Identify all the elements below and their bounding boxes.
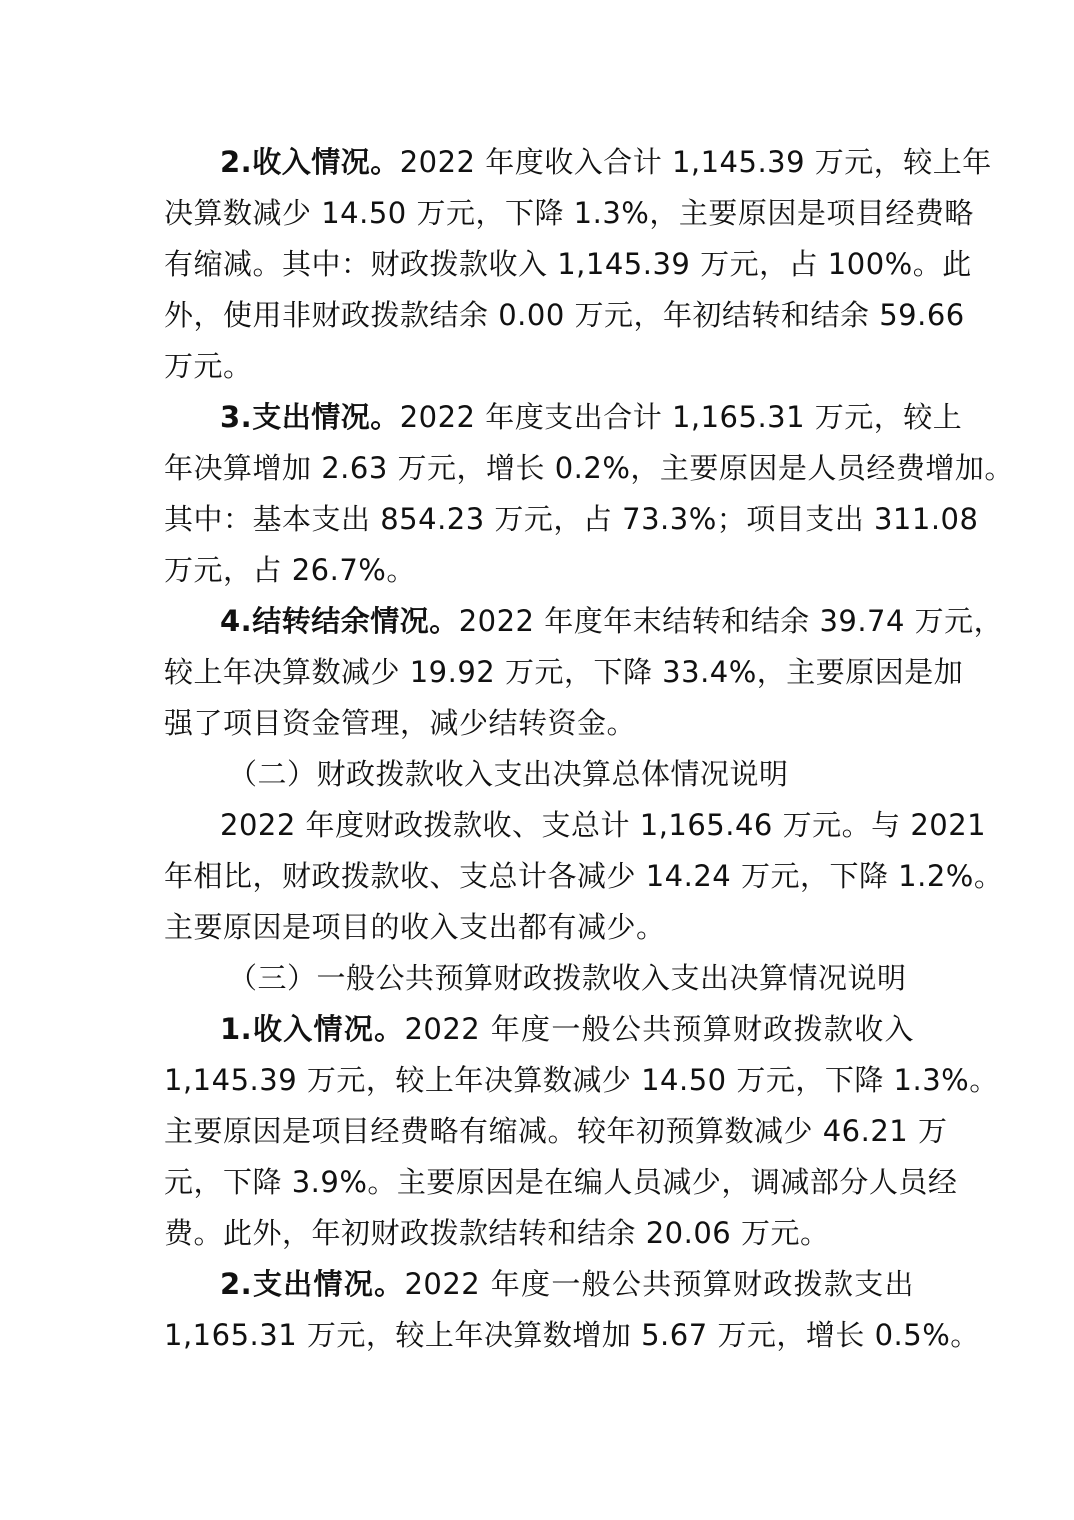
gpb-expense-text: 2022 年度一般公共预算财政拨款支出 bbox=[404, 1267, 914, 1301]
paragraph-expense-line-1 bbox=[220, 397, 963, 437]
paragraph-overall-line-1: 2022 年度财政拨款收、支总计 1,165.46 万元。与 2021 bbox=[220, 808, 987, 842]
paragraph-carryover-line-3: 强了项目资金管理，减少结转资金。 bbox=[164, 706, 637, 740]
paragraph-income-line-5: 万元。 bbox=[164, 349, 253, 383]
paragraph-expense-line-4: 万元，占 26.7%。 bbox=[164, 553, 416, 587]
paragraph-gpb-income-line-4: 元，下降 3.9%。主要原因是在编人员减少，调减部分人员经 bbox=[164, 1165, 958, 1199]
paragraph-gpb-expense-line-1 bbox=[220, 1264, 914, 1304]
paragraph-carryover-line-1 bbox=[220, 601, 1004, 641]
expense-heading: 3.支出情况。 bbox=[220, 400, 400, 434]
paragraph-gpb-income-line-5: 费。此外，年初财政拨款结转和结余 20.06 万元。 bbox=[164, 1216, 830, 1250]
paragraph-gpb-income-line-1 bbox=[220, 1009, 914, 1049]
paragraph-income-line-3: 有缩减。其中：财政拨款收入 1,145.39 万元，占 100%。此 bbox=[164, 247, 972, 281]
income-text: 2022 年度收入合计 1,145.39 万元，较上年 bbox=[399, 145, 992, 179]
gpb-income-heading: 1.收入情况。 bbox=[220, 1012, 405, 1046]
gpb-income-text: 2022 年度一般公共预算财政拨款收入 bbox=[404, 1012, 914, 1046]
paragraph-expense-line-3: 其中：基本支出 854.23 万元，占 73.3%；项目支出 311.08 bbox=[164, 502, 979, 536]
paragraph-income-line-4: 外，使用非财政拨款结余 0.00 万元，年初结转和结余 59.66 bbox=[164, 298, 965, 332]
paragraph-gpb-expense-line-2: 1,165.31 万元，较上年决算数增加 5.67 万元，增长 0.5%。 bbox=[164, 1318, 980, 1352]
paragraph-carryover-line-2: 较上年决算数减少 19.92 万元，下降 33.4%，主要原因是加 bbox=[164, 655, 964, 689]
carryover-heading: 4.结转结余情况。 bbox=[220, 604, 459, 638]
section-heading-2: （二）财政拨款收入支出决算总体情况说明 bbox=[228, 757, 789, 791]
paragraph-gpb-income-line-3: 主要原因是项目经费略有缩减。较年初预算数减少 46.21 万 bbox=[164, 1114, 948, 1148]
section-heading-3: （三）一般公共预算财政拨款收入支出决算情况说明 bbox=[228, 961, 907, 995]
income-heading: 2.收入情况。 bbox=[220, 145, 400, 179]
paragraph-gpb-income-line-2: 1,145.39 万元，较上年决算数减少 14.50 万元，下降 1.3%。 bbox=[164, 1063, 999, 1097]
expense-text: 2022 年度支出合计 1,165.31 万元，较上 bbox=[399, 400, 963, 434]
carryover-text: 2022 年度年末结转和结余 39.74 万元， bbox=[458, 604, 1004, 638]
paragraph-income-line-2: 决算数减少 14.50 万元，下降 1.3%，主要原因是项目经费略 bbox=[164, 196, 974, 230]
paragraph-income-line-1 bbox=[220, 142, 992, 182]
paragraph-expense-line-2: 年决算增加 2.63 万元，增长 0.2%，主要原因是人员经费增加。 bbox=[164, 451, 1014, 485]
paragraph-overall-line-2: 年相比，财政拨款收、支总计各减少 14.24 万元，下降 1.2%。 bbox=[164, 859, 1004, 893]
paragraph-overall-line-3: 主要原因是项目的收入支出都有减少。 bbox=[164, 910, 666, 944]
gpb-expense-heading: 2.支出情况。 bbox=[220, 1267, 405, 1301]
